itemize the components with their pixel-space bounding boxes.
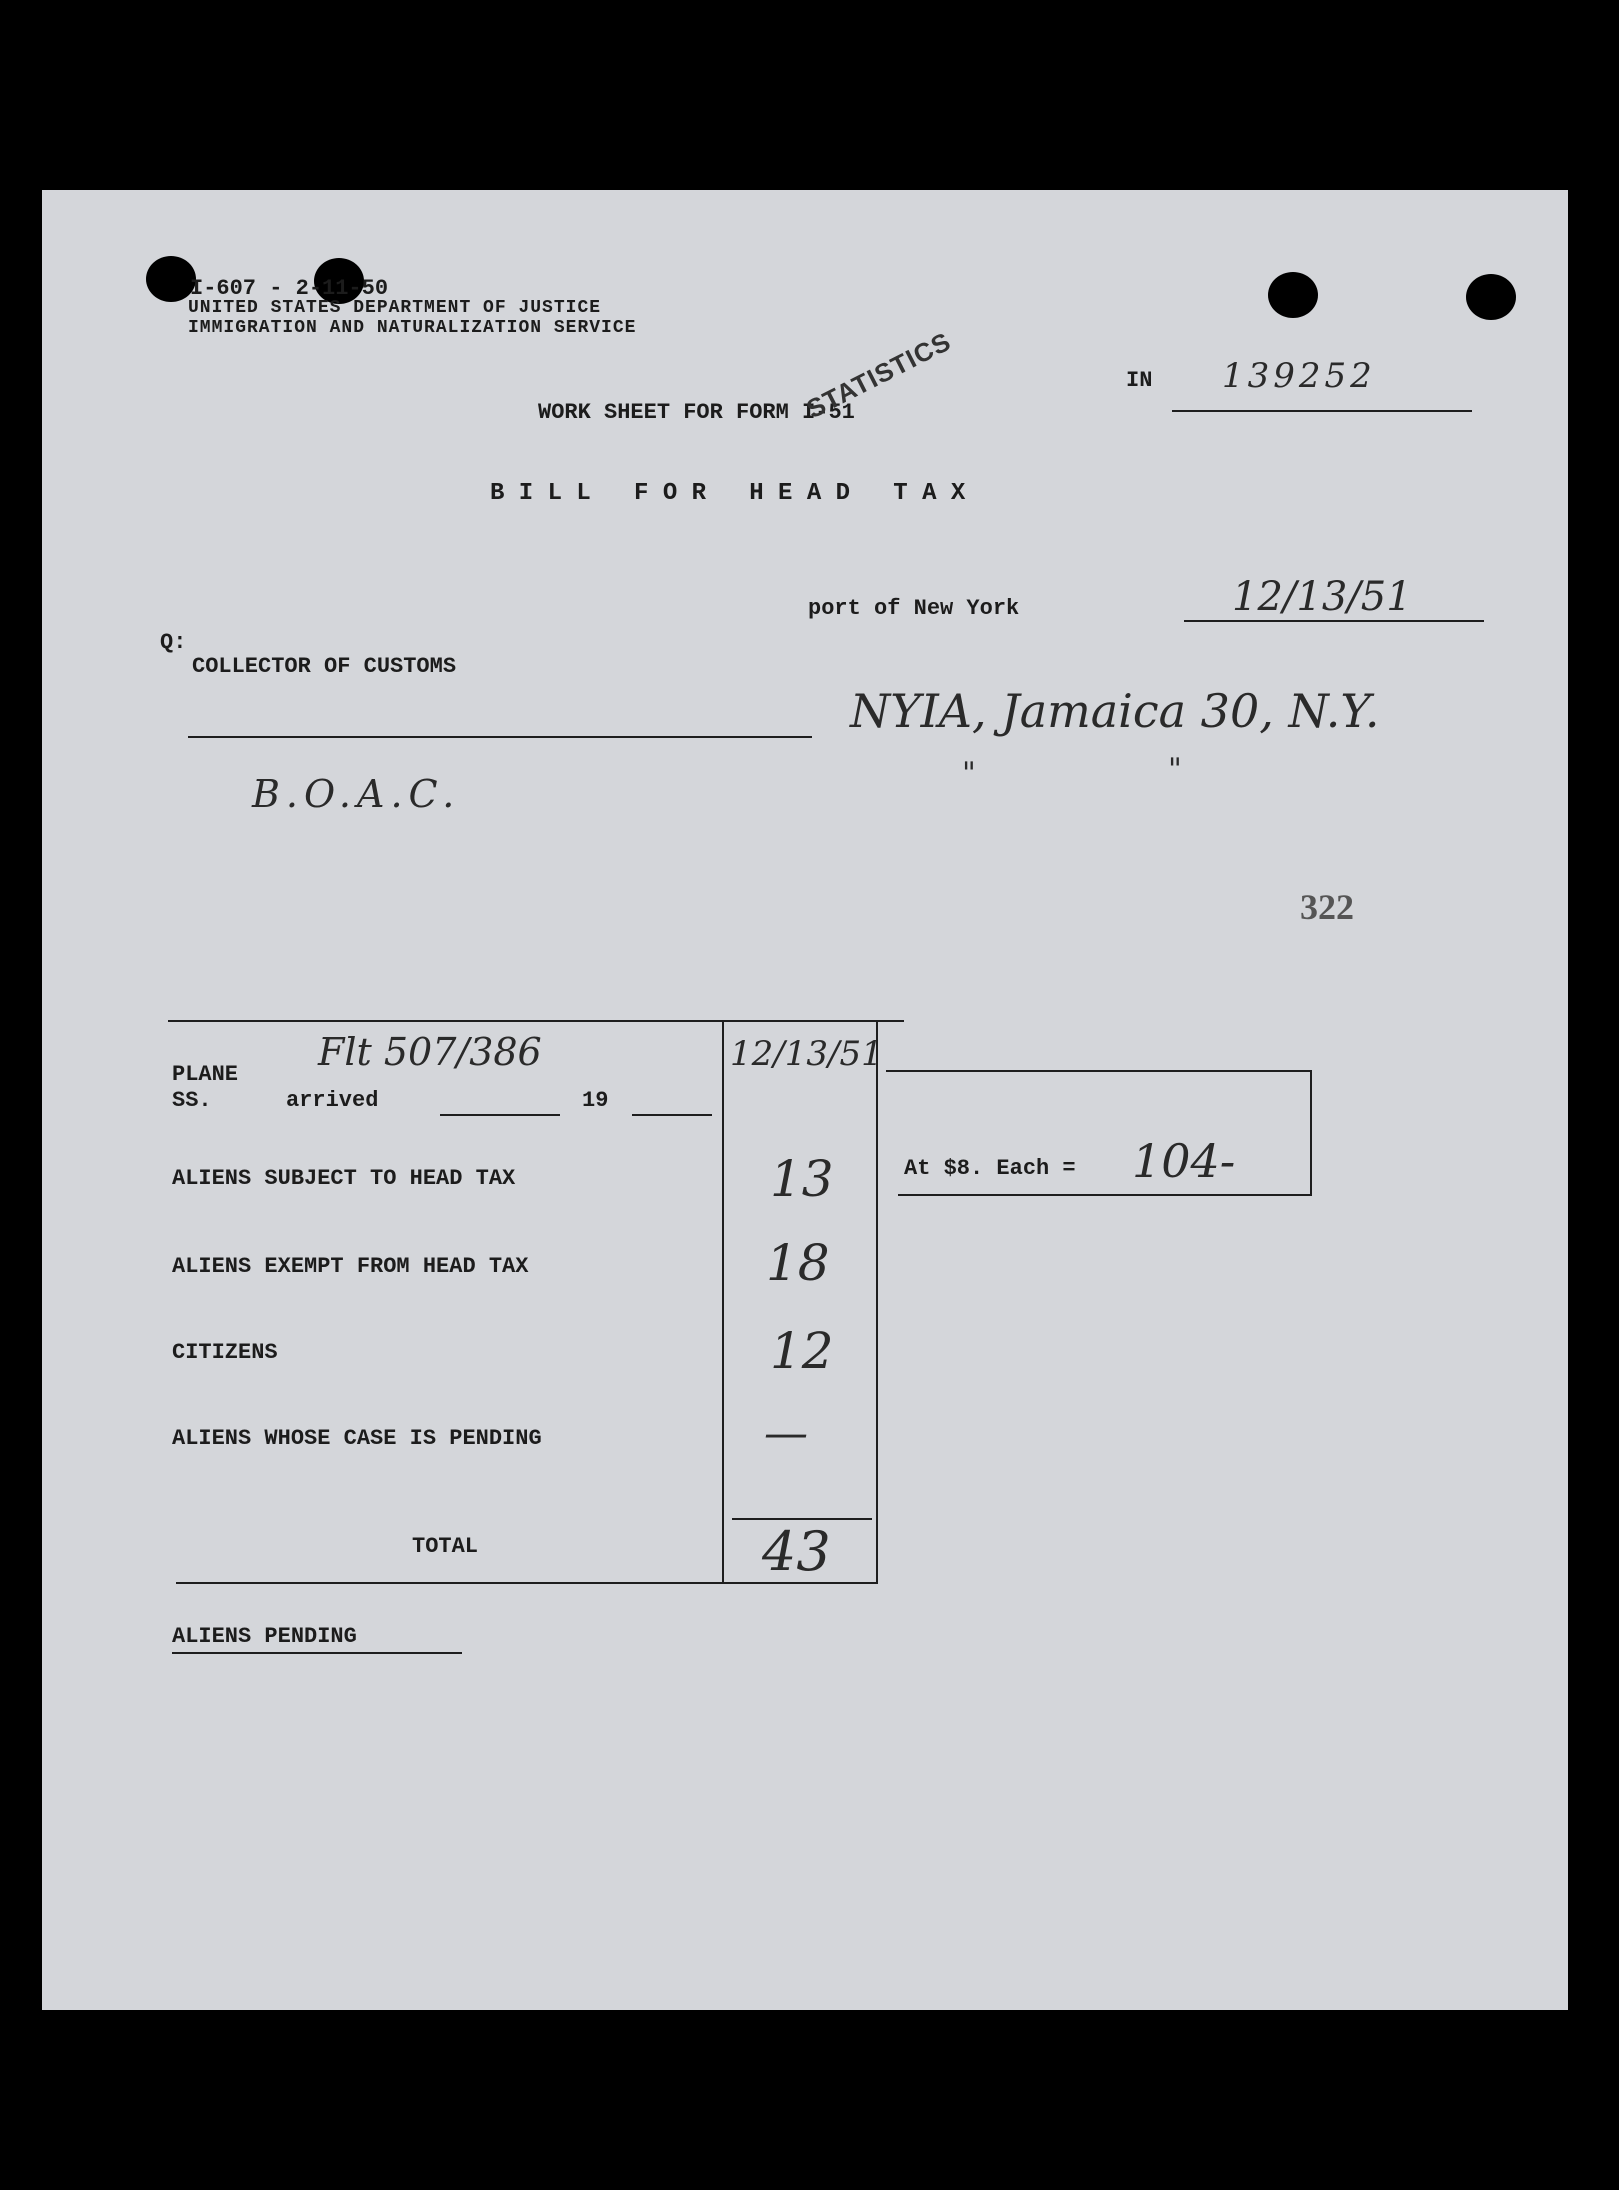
- ditto-mark: ": [962, 756, 976, 791]
- row-value-subject: 13: [770, 1150, 834, 1208]
- row-value-citizens: 12: [770, 1322, 834, 1380]
- bill-title: B I L L F O R H E A D T A X: [490, 480, 966, 507]
- aliens-pending-underline: [172, 1652, 462, 1654]
- form-number: I-607 - 2-11-50: [190, 276, 389, 301]
- bill-date: 12/13/51: [1232, 574, 1412, 620]
- statistics-stamp: STATISTICS: [801, 325, 956, 425]
- in-number: 139252: [1222, 356, 1376, 396]
- ss-label: SS.: [172, 1088, 212, 1113]
- year-blank: [632, 1114, 712, 1116]
- serial-number: 322: [1300, 887, 1354, 927]
- arrived-label: arrived: [286, 1088, 379, 1113]
- row-label-subject: ALIENS SUBJECT TO HEAD TAX: [172, 1166, 516, 1191]
- row-label-citizens: CITIZENS: [172, 1340, 278, 1365]
- aliens-pending-label: ALIENS PENDING: [172, 1624, 357, 1649]
- in-label: IN: [1126, 368, 1153, 393]
- arrived-blank: [440, 1114, 560, 1116]
- rate-box-top: [886, 1070, 1312, 1072]
- port-label: port of New York: [808, 596, 1020, 621]
- year-prefix: 19: [582, 1088, 609, 1113]
- document-sheet: [42, 190, 1568, 2010]
- punch-hole: [1466, 274, 1516, 320]
- table-divider-left: [722, 1022, 724, 1584]
- total-value: 43: [762, 1520, 831, 1583]
- punch-hole: [146, 256, 196, 302]
- tax-amount: 104-: [1132, 1134, 1236, 1188]
- worksheet-title: WORK SHEET FOR FORM I-51: [538, 400, 855, 425]
- row-label-pending: ALIENS WHOSE CASE IS PENDING: [172, 1426, 542, 1451]
- total-label: TOTAL: [412, 1534, 479, 1559]
- agency-line-2: IMMIGRATION AND NATURALIZATION SERVICE: [188, 318, 637, 338]
- row-value-pending: —: [764, 1408, 808, 1459]
- in-number-underline: [1172, 410, 1472, 412]
- to-label: Q:: [160, 630, 187, 655]
- rate-text: At $8. Each =: [904, 1156, 1076, 1181]
- collector-label: COLLECTOR OF CUSTOMS: [192, 654, 457, 679]
- row-value-exempt: 18: [766, 1234, 830, 1292]
- rate-box-right: [1310, 1070, 1312, 1196]
- arrival-date: 12/13/51: [730, 1034, 883, 1074]
- punch-hole: [1268, 272, 1318, 318]
- carrier-handwritten: B.O.A.C.: [252, 772, 461, 816]
- table-divider-right: [876, 1022, 878, 1584]
- ditto-mark: ": [1168, 752, 1182, 787]
- address-underline: [188, 736, 812, 738]
- table-top-rule: [168, 1020, 904, 1022]
- flight-number: Flt 507/386: [318, 1030, 542, 1074]
- address-handwritten: NYIA, Jamaica 30, N.Y.: [850, 684, 1380, 738]
- plane-label: PLANE: [172, 1062, 239, 1087]
- agency-line-1: UNITED STATES DEPARTMENT OF JUSTICE: [188, 298, 602, 318]
- date-underline: [1184, 620, 1484, 622]
- rate-box-bottom: [898, 1194, 1312, 1196]
- row-label-exempt: ALIENS EXEMPT FROM HEAD TAX: [172, 1254, 529, 1279]
